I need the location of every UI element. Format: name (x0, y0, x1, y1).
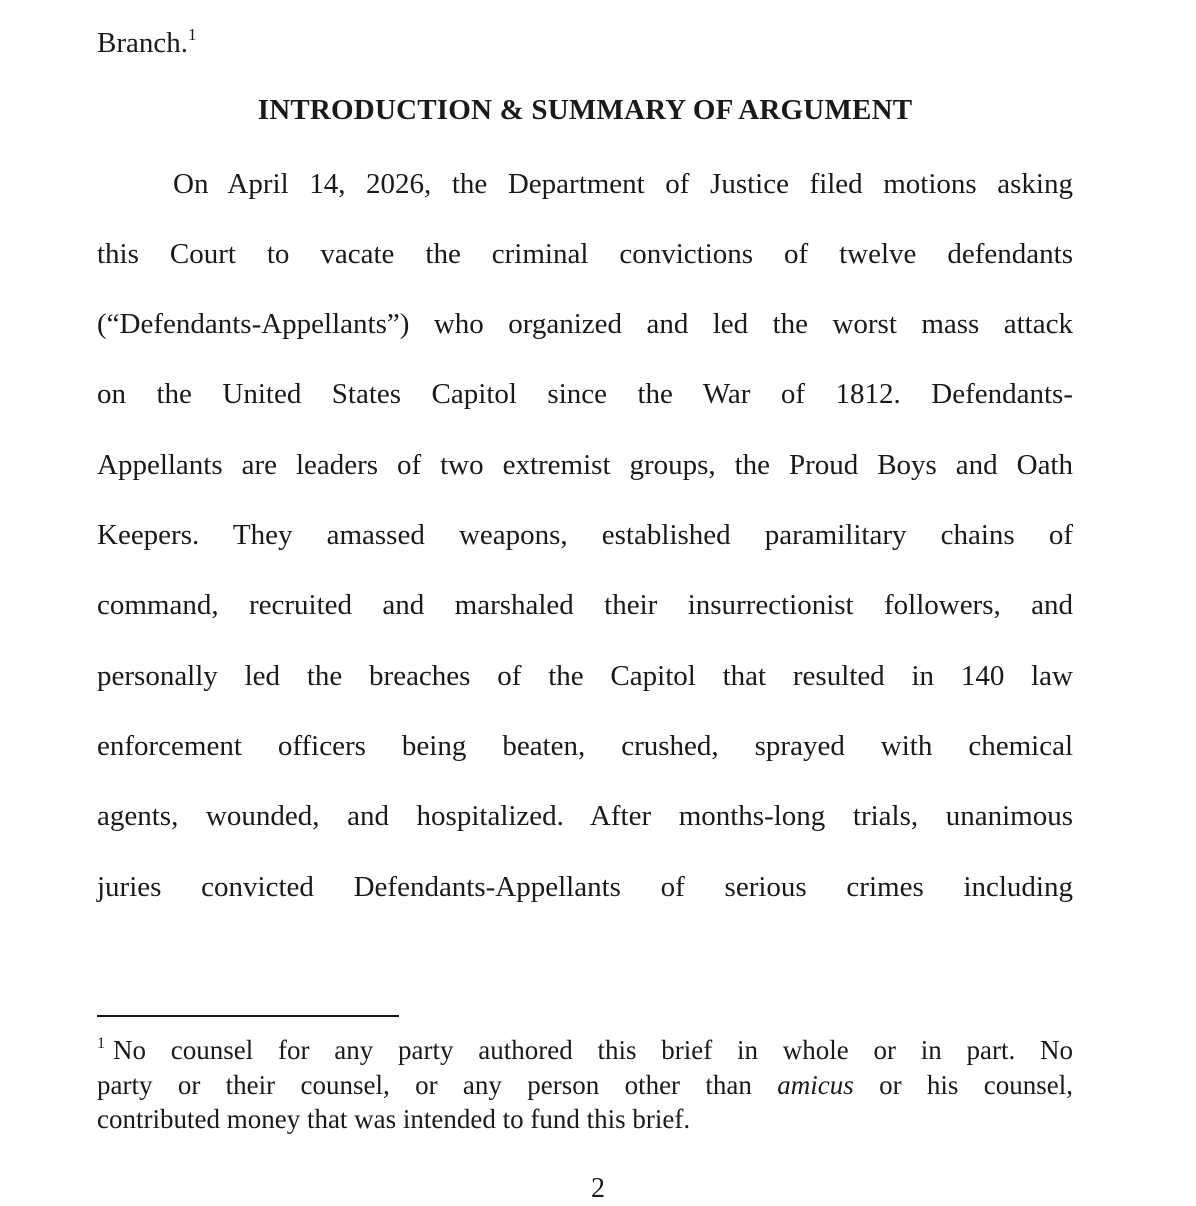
body-line: Keepers. They amassed weapons, established paramilitary chains of (97, 519, 1073, 551)
footnote-text: party or their counsel, or any person other than (97, 1070, 778, 1100)
body-line: personally led the breaches of the Capitol that resulted in 140 law (97, 660, 1073, 692)
section-heading: INTRODUCTION & SUMMARY OF ARGUMENT (257, 94, 913, 126)
body-line: enforcement officers being beaten, crushed, sprayed with chemical (97, 730, 1073, 762)
footnote-reference: 1 (188, 25, 197, 44)
footnote-divider (97, 1015, 399, 1017)
body-line: agents, wounded, and hospitalized. After months-long trials, unanimous (97, 800, 1073, 832)
footnote-italic-term: amicus (777, 1070, 854, 1100)
body-line: on the United States Capitol since the War of 1812. Defendants- (97, 378, 1073, 410)
footnote-line: contributed money that was intended to fund this brief. (97, 1104, 691, 1134)
footnote-marker: 1 (97, 1035, 105, 1052)
body-line: (“Defendants-Appellants”) who organized and led the worst mass attack (97, 308, 1073, 340)
footnote-line (97, 1068, 1073, 1102)
body-line: Appellants are leaders of two extremist groups, the Proud Boys and Oath (97, 449, 1073, 481)
body-line: command, recruited and marshaled their insurrectionist followers, and (97, 589, 1073, 621)
footnote-text: or his counsel, (853, 1070, 1074, 1100)
page-number: 2 (591, 1173, 605, 1204)
carryover-text: Branch. (97, 27, 188, 59)
footnote-line (97, 1033, 1073, 1067)
body-line: this Court to vacate the criminal convictions of twelve defendants (97, 238, 1073, 270)
body-line: On April 14, 2026, the Department of Justice filed motions asking (173, 168, 1073, 200)
footnote-text: No counsel for any party authored this brief in whole or in part. No (113, 1035, 1073, 1065)
body-line: juries convicted Defendants-Appellants of serious crimes including (97, 871, 1073, 903)
carryover-line (97, 25, 1073, 61)
